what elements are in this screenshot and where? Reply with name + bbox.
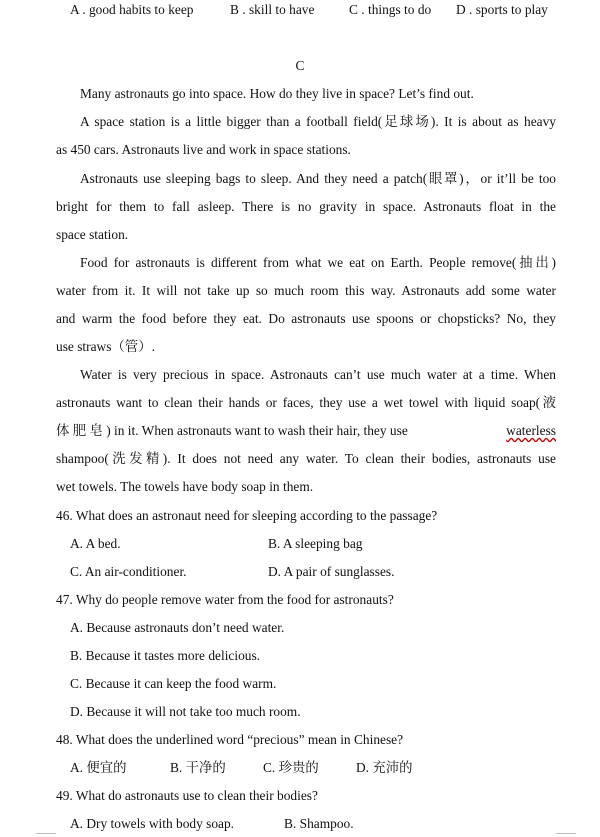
question-49-stem: 49. What do astronauts use to clean their bodies? <box>56 788 318 803</box>
question-47-option-d: D. Because it will not take too much room. <box>70 704 301 719</box>
section-heading: C <box>295 58 305 73</box>
question-47-option-a: A. Because astronauts don’t need water. <box>70 620 285 635</box>
paragraph-3-line-2: bright for them to fall asleep. There is no gravity in space. Astronauts float in the <box>56 199 556 214</box>
paragraph-5-line-5: wet towels. The towels have body soap in them. <box>56 479 314 494</box>
paragraph-5-line-1: Water is very precious in space. Astronauts can’t use much water at a time. When <box>80 367 556 382</box>
question-47-stem: 47. Why do people remove water from the food for astronauts? <box>56 592 394 607</box>
question-48-option-d: D. 充沛的 <box>356 760 413 775</box>
question-49-option-b: B. Shampoo. <box>284 816 354 831</box>
question-48-option-b: B. 干净的 <box>170 760 226 775</box>
question-46-option-a: A. A bed. <box>70 536 121 551</box>
question-48-option-a: A. 便宜的 <box>70 760 127 775</box>
question-47-option-c: C. Because it can keep the food warm. <box>70 676 277 691</box>
paragraph-5-line-4: shampoo(洗发精). It does not need any water. To clean their bodies, astronauts use <box>56 451 556 466</box>
paragraph-2-line-1: A space station is a little bigger than a football field(足球场). It is about as heavy <box>80 114 556 129</box>
paragraph-3-line-1: Astronauts use sleeping bags to sleep. And they need a patch(眼罩)，or it’ll be too <box>80 171 556 186</box>
paragraph-5-line-3-text: 体 肥 皂 ) in it. When astronauts want to wash their hair, they use <box>56 423 408 438</box>
paragraph-4-line-1: Food for astronauts is different from what we eat on Earth. People remove(抽出) <box>80 255 556 270</box>
paragraph-2-line-2: as 450 cars. Astronauts live and work in space stations. <box>56 142 351 157</box>
question-46-option-c: C. An air-conditioner. <box>70 564 187 579</box>
paragraph-5-line-3 <box>56 422 556 440</box>
prev-option-a: A . good habits to keep <box>70 2 194 17</box>
question-49-option-a: A. Dry towels with body soap. <box>70 816 235 831</box>
question-46-option-b: B. A sleeping bag <box>268 536 363 551</box>
question-47-option-b: B. Because it tastes more delicious. <box>70 648 261 663</box>
prev-option-c: C . things to do <box>349 2 432 17</box>
page-corner-mark-left <box>36 833 56 834</box>
paragraph-1: Many astronauts go into space. How do they live in space? Let’s find out. <box>80 86 474 101</box>
paragraph-4-line-3: and warm the food before they eat. Do astronauts use spoons or chopsticks? No, they <box>56 311 556 326</box>
waterless-underlined-word: waterless <box>506 423 556 438</box>
prev-option-b: B . skill to have <box>230 2 315 17</box>
question-46-stem: 46. What does an astronaut need for sleeping according to the passage? <box>56 508 438 523</box>
page-corner-mark-right <box>556 833 576 834</box>
question-48-stem: 48. What does the underlined word “precious” mean in Chinese? <box>56 732 404 747</box>
paragraph-4-line-4: use straws（管）. <box>56 339 155 354</box>
question-48-option-c: C. 珍贵的 <box>263 760 319 775</box>
paragraph-5-line-2: astronauts want to clean their hands or faces, they use a wet towel with liquid soap(液 <box>56 395 556 410</box>
paragraph-4-line-2: water from it. It will not take up so much room this way. Astronauts add some water <box>56 283 556 298</box>
question-46-option-d: D. A pair of sunglasses. <box>268 564 395 579</box>
prev-option-d: D . sports to play <box>456 2 548 17</box>
paragraph-3-line-3: space station. <box>56 227 129 242</box>
